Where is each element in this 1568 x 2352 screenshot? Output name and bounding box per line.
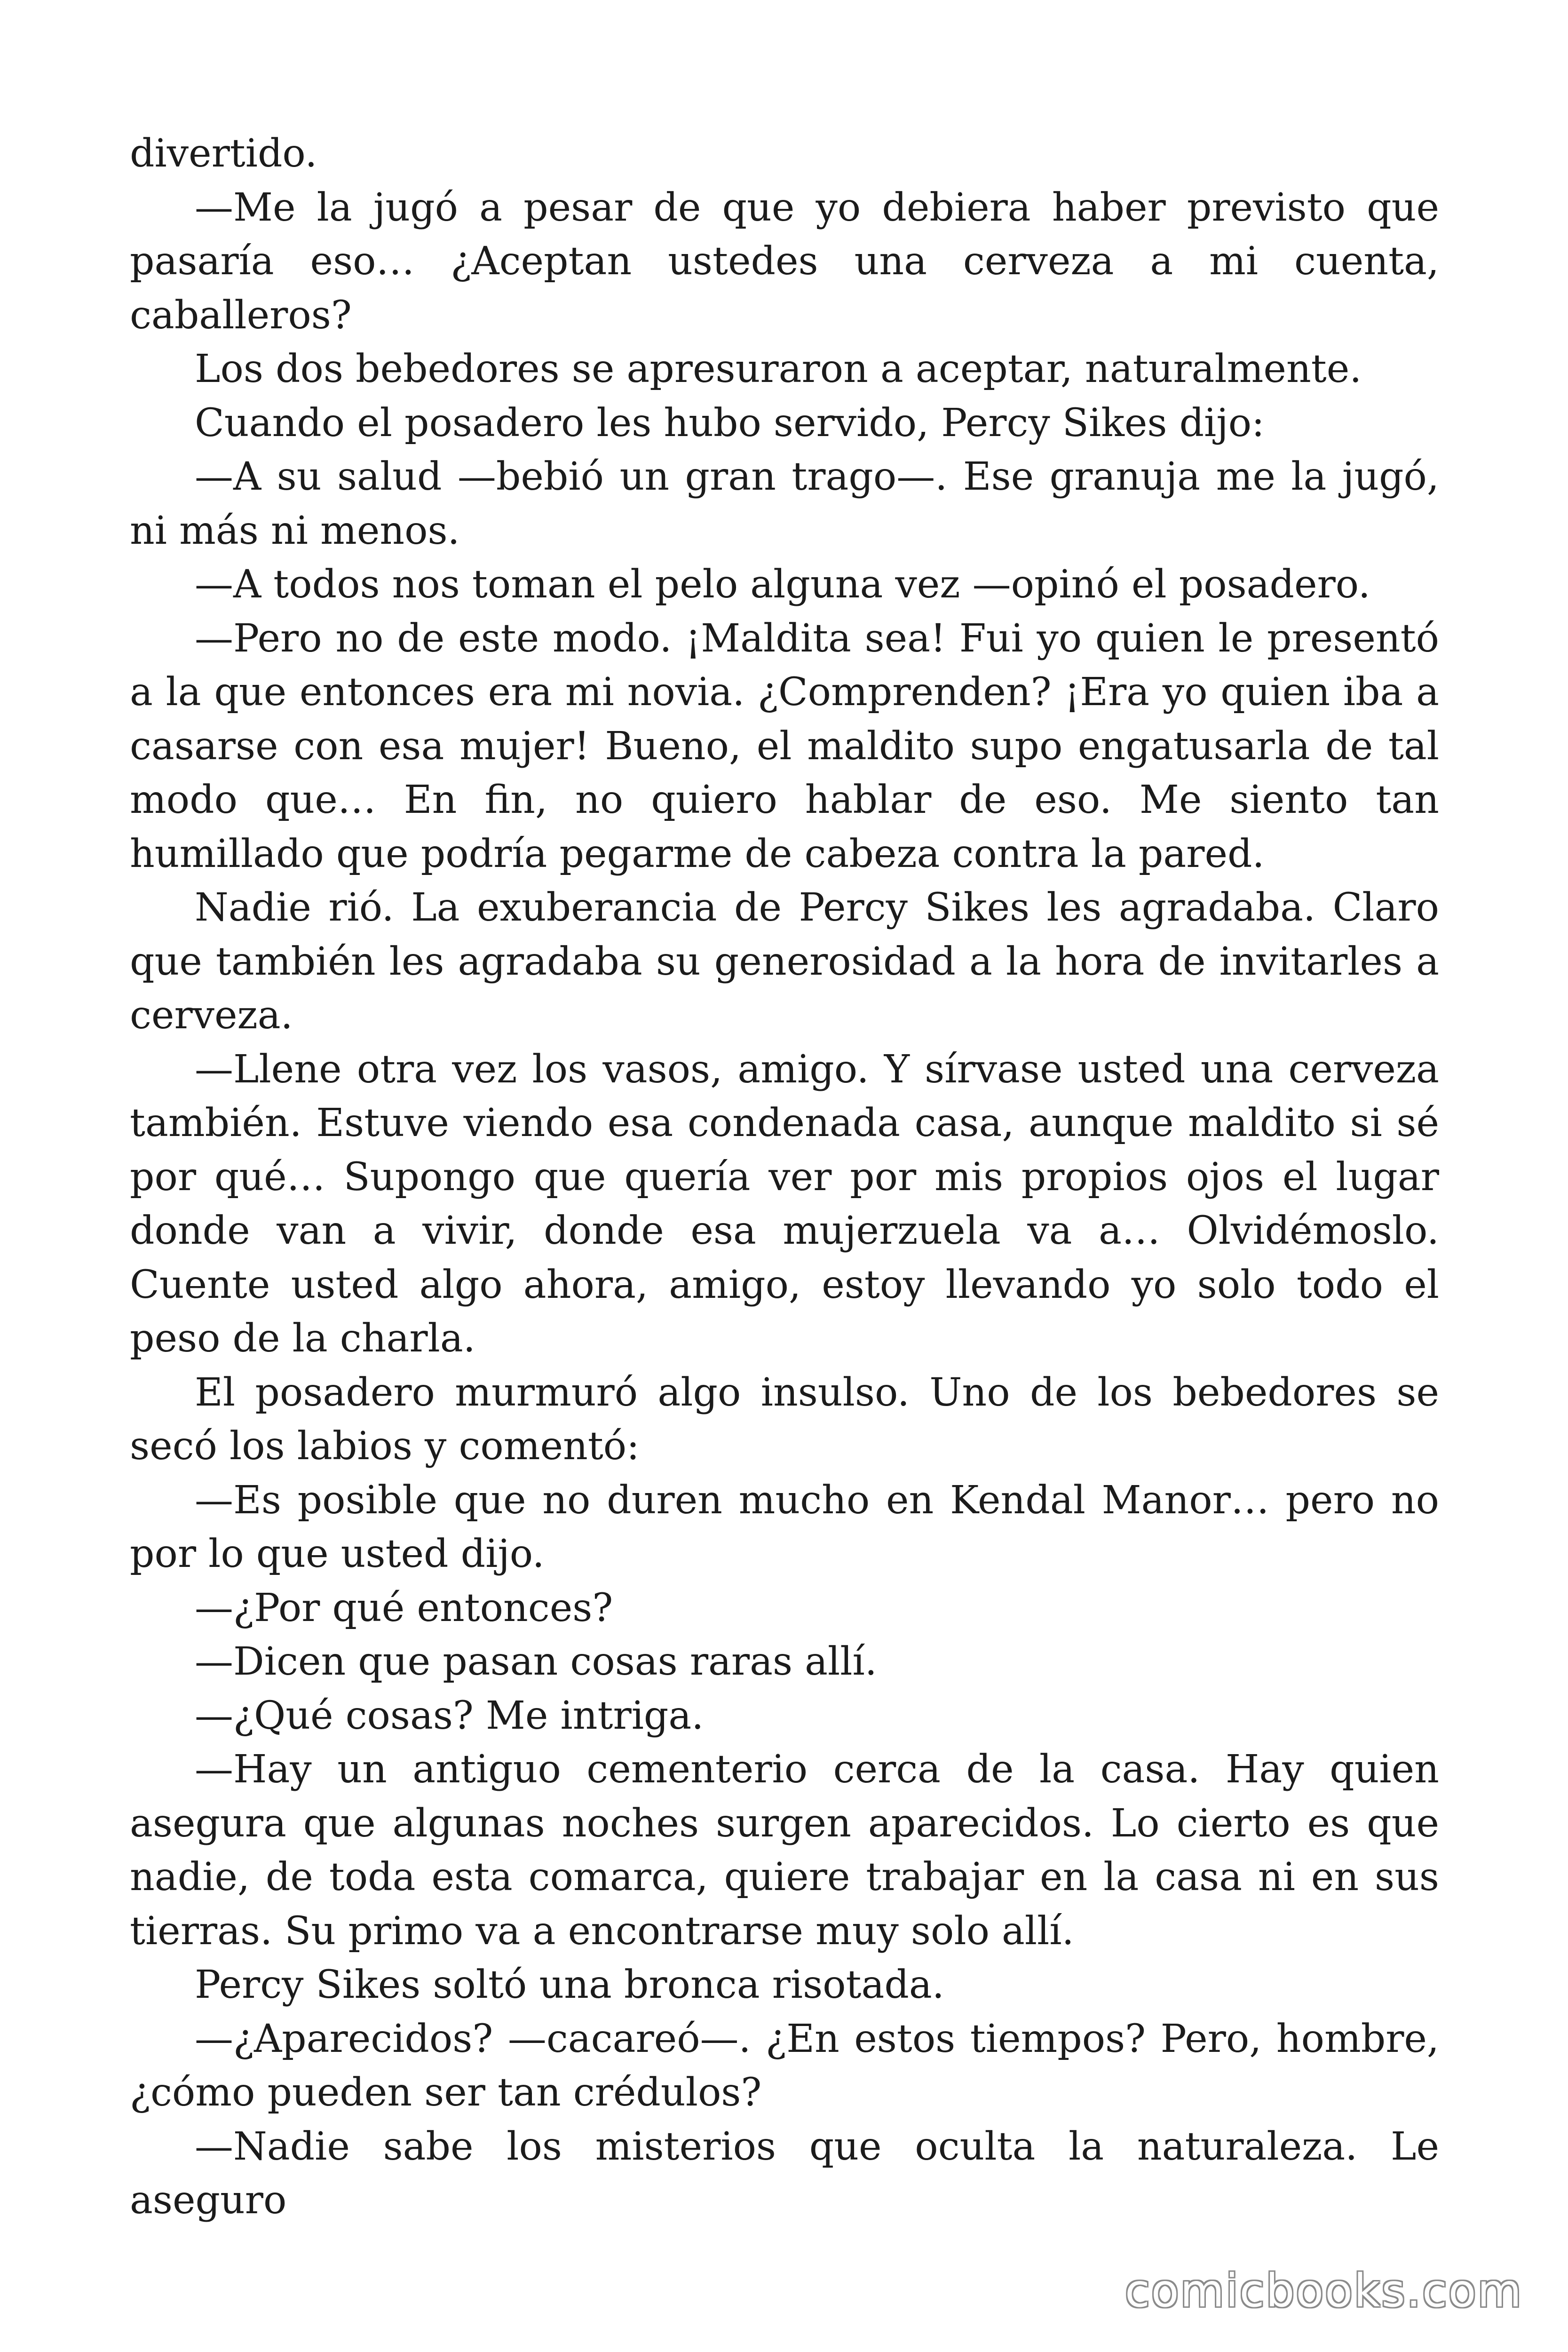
paragraph: —Me la jugó a pesar de que yo debiera haber previsto que pasaría eso… ¿Aceptan ustedes una cerveza a mi cuenta, caballeros? [130,185,1439,338]
paragraph: Percy Sikes soltó una bronca risotada. [195,1963,944,2007]
paragraph: Nadie rió. La exuberancia de Percy Sikes les agradaba. Claro que también les agradaba su generosidad a la hora de invitarles a cerveza. [130,885,1439,1038]
paragraph: —Llene otra vez los vasos, amigo. Y sírvase usted una cerveza también. Estuve viendo esa condenada casa, aunque maldito si sé por qué… Supongo que quería ver por mis propios ojos el lugar donde van a vivir, donde esa mujerzuela va a… Olvidémoslo. Cuente usted algo ahora, amigo, estoy llevando yo solo todo el peso de la charla. [130,1047,1439,1361]
paragraph: —A todos nos toman el pelo alguna vez —opinó el posadero. [195,562,1370,607]
paragraph: —¿Qué cosas? Me intriga. [195,1693,704,1738]
paragraph: —Dicen que pasan cosas raras allí. [195,1639,877,1684]
watermark: comicbooks.com [1125,2265,1523,2317]
paragraph: —Nadie sabe los misterios que oculta la naturaleza. Le aseguro [130,2124,1439,2223]
paragraph: El posadero murmuró algo insulso. Uno de los bebedores se secó los labios y comentó: [130,1370,1439,1469]
paragraph: —¿Aparecidos? —cacareó—. ¿En estos tiempos? Pero, hombre, ¿cómo pueden ser tan crédulos? [130,2016,1439,2115]
paragraph: —A su salud —bebió un gran trago—. Ese granuja me la jugó, ni más ni menos. [130,454,1439,553]
paragraph-continuation: divertido. [130,131,317,176]
paragraph: Cuando el posadero les hubo servido, Percy Sikes dijo: [195,400,1265,445]
paragraph: —Hay un antiguo cementerio cerca de la casa. Hay quien asegura que algunas noches surgen aparecidos. Lo cierto es que nadie, de toda esta comarca, quiere trabajar en la casa ni en sus tierras. Su primo va a encontrarse muy solo allí. [130,1747,1439,1954]
paragraph: —Es posible que no duren mucho en Kendal Manor… pero no por lo que usted dijo. [130,1478,1439,1576]
paragraph: Los dos bebedores se apresuraron a aceptar, naturalmente. [195,347,1362,391]
book-page-text [130,127,1439,2228]
paragraph: —¿Por qué entonces? [195,1585,613,1630]
paragraph: —Pero no de este modo. ¡Maldita sea! Fui yo quien le presentó a la que entonces era mi novia. ¿Comprenden? ¡Era yo quien iba a casarse con esa mujer! Bueno, el maldito supo engatusarla de tal modo que… En fin, no quiero hablar de eso. Me siento tan humillado que podría pegarme de cabeza contra la pared. [130,616,1439,876]
